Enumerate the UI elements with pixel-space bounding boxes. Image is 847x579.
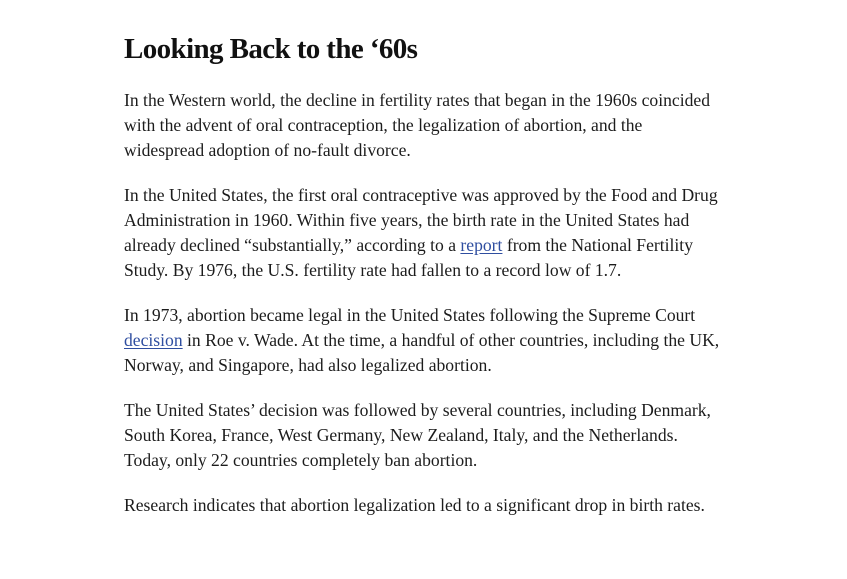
paragraph-western-decline: In the Western world, the decline in fertility rates that began in the 1960s coincided with the advent of oral contraception, the legalization of abortion, and the widespread adoption of no-fault divorce. [124, 90, 711, 160]
decision-link[interactable]: decision [124, 330, 183, 350]
paragraph-oral-contraceptive [124, 183, 724, 283]
section-heading: Looking Back to the ‘60s [124, 33, 418, 65]
paragraph-text: In 1973, abortion became legal in the United States following the Supreme Court [124, 305, 696, 325]
paragraph-text: from the National Fertility Study. By 1976, the U.S. fertility rate had fallen to a record low of 1.7. [124, 235, 693, 280]
paragraph-other-countries: The United States’ decision was followed by several countries, including Denmark, South Korea, France, West Germany, New Zealand, Italy, and the Netherlands. Today, only 22 countries completely ban abortion. [124, 400, 711, 470]
paragraph-text: In the United States, the first oral contraceptive was approved by the Food and Drug Administration in 1960. Within five years, the birth rate in the United States had already declined “substantially,” according to a [124, 185, 718, 255]
article-section [124, 30, 724, 538]
report-link[interactable]: report [460, 235, 503, 255]
paragraph-text: in Roe v. Wade. At the time, a handful of other countries, including the UK, Norway, and Singapore, had also legalized abortion. [124, 330, 720, 375]
paragraph-research: Research indicates that abortion legalization led to a significant drop in birth rates. [124, 495, 705, 515]
paragraph-roe-v-wade [124, 303, 724, 378]
